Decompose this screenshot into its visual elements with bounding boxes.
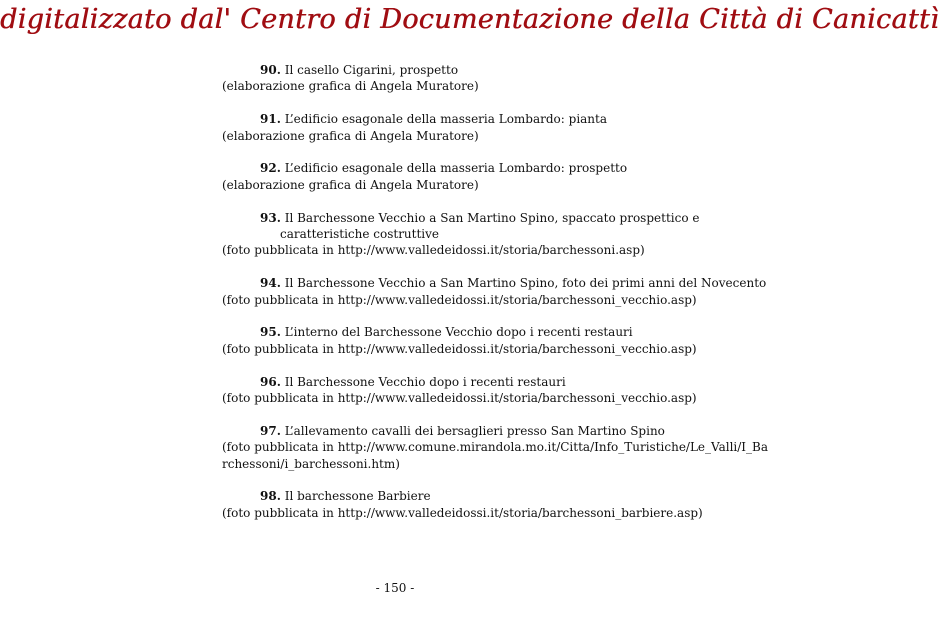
entry-number: 94.: [260, 276, 281, 291]
entry-number: 92.: [260, 161, 281, 176]
entry-caption: L’edificio esagonale della masseria Lombardo: pianta: [284, 112, 608, 127]
entry-number: 96.: [260, 374, 281, 389]
entry-source: (elaborazione grafica di Angela Muratore): [222, 128, 479, 143]
entry-number: 95.: [260, 325, 281, 340]
entry-title: [222, 488, 770, 504]
list-item: [222, 62, 770, 95]
entry-number: 97.: [260, 423, 281, 438]
entry-title: [222, 374, 770, 390]
entry-number: 91.: [260, 112, 281, 127]
watermark-text: digitalizzato dal' Centro di Documentazione della Città di Canicattì: [0, 4, 939, 35]
entry-source: (foto pubblicata in http://www.valledeidossi.it/storia/barchessoni_barbiere.asp): [222, 505, 703, 520]
entry-source: (foto pubblicata in http://www.valledeidossi.it/storia/barchessoni_vecchio.asp): [222, 341, 697, 356]
entry-title: [222, 210, 770, 243]
list-item: [222, 275, 770, 308]
entry-caption: Il casello Cigarini, prospetto: [284, 63, 459, 77]
entry-caption: Il Barchessone Vecchio dopo i recenti restauri: [284, 374, 566, 389]
list-item: [222, 210, 770, 259]
entry-number: 90.: [260, 63, 281, 77]
figure-list: [222, 62, 770, 538]
list-item: [222, 160, 770, 193]
entry-title: [222, 324, 770, 340]
entry-title: [222, 160, 770, 176]
entry-title: [222, 275, 770, 291]
list-item: [222, 324, 770, 357]
list-item: [222, 111, 770, 144]
entry-caption: L’allevamento cavalli dei bersaglieri presso San Martino Spino: [284, 423, 665, 438]
entry-source: (foto pubblicata in http://www.valledeidossi.it/storia/barchessoni_vecchio.asp): [222, 391, 697, 406]
entry-source: (elaborazione grafica di Angela Muratore): [222, 177, 479, 192]
list-item: [222, 488, 770, 521]
list-item: [222, 423, 770, 472]
entry-title: [222, 62, 770, 78]
entry-title: [222, 423, 770, 439]
list-item: [222, 374, 770, 407]
entry-caption: Il barchessone Barbiere: [284, 489, 431, 504]
entry-source: (foto pubblicata in http://www.valledeidossi.it/storia/barchessoni.asp): [222, 243, 645, 258]
entry-caption: Il Barchessone Vecchio a San Martino Spino, spaccato prospettico e caratteristiche costruttive: [280, 210, 700, 242]
entry-source: (elaborazione grafica di Angela Muratore): [222, 79, 479, 94]
entry-caption: L’edificio esagonale della masseria Lombardo: prospetto: [284, 161, 628, 176]
entry-caption: L’interno del Barchessone Vecchio dopo i recenti restauri: [284, 325, 633, 340]
page-number: - 150 -: [375, 581, 415, 595]
entry-source: (foto pubblicata in http://www.comune.mirandola.mo.it/Citta/Info_Turistiche/Le_Valli/I_Barchessoni/i_barchessoni.htm): [222, 440, 769, 471]
entry-number: 93.: [260, 210, 281, 225]
entry-caption: Il Barchessone Vecchio a San Martino Spino, foto dei primi anni del Novecento: [284, 276, 767, 291]
entry-number: 98.: [260, 489, 281, 504]
entry-title: [222, 111, 770, 127]
entry-source: (foto pubblicata in http://www.valledeidossi.it/storia/barchessoni_vecchio.asp): [222, 292, 697, 307]
